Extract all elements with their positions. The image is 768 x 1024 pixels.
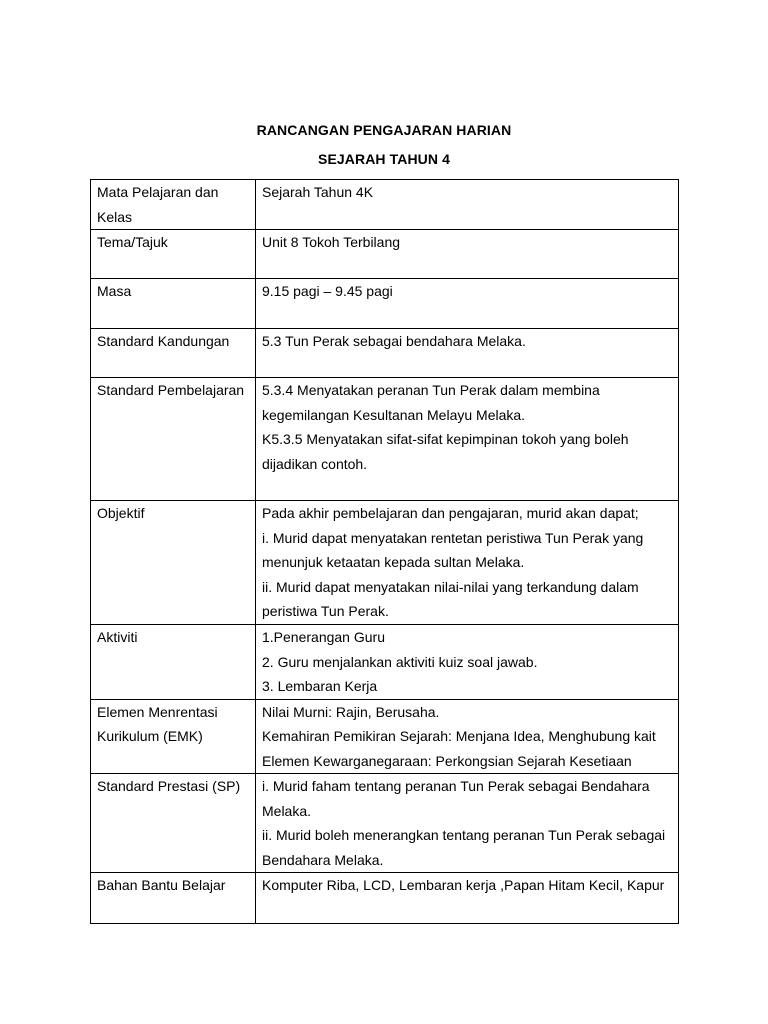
row-content-aktiviti: 1.Penerangan Guru 2. Guru menjalankan aktiviti kuiz soal jawab. 3. Lembaran Kerja bbox=[256, 625, 679, 700]
row-content-standard-kandungan: 5.3 Tun Perak sebagai bendahara Melaka. bbox=[256, 329, 679, 378]
row-content-mata-pelajaran: Sejarah Tahun 4K bbox=[256, 180, 679, 230]
table-row bbox=[91, 180, 679, 230]
row-label-emk: Elemen Menrentasi Kurikulum (EMK) bbox=[91, 699, 256, 774]
row-content-emk: Nilai Murni: Rajin, Berusaha. Kemahiran Pemikiran Sejarah: Menjana Idea, Menghubung kait Elemen Kewarganegaraan: Perkongsian Sejarah Kesetiaan bbox=[256, 699, 679, 774]
row-label-tema: Tema/Tajuk bbox=[91, 230, 256, 279]
table-row bbox=[91, 699, 679, 774]
row-label-aktiviti: Aktiviti bbox=[91, 625, 256, 700]
document-title: RANCANGAN PENGAJARAN HARIAN bbox=[256, 122, 512, 138]
table-row bbox=[91, 625, 679, 700]
row-content-standard-prestasi: i. Murid faham tentang peranan Tun Perak sebagai Bendahara Melaka. ii. Murid boleh menerangkan tentang peranan Tun Perak sebagai Bendahara Melaka. bbox=[256, 774, 679, 873]
table-row bbox=[91, 378, 679, 501]
lesson-plan-table bbox=[90, 179, 679, 924]
row-label-bahan-bantu: Bahan Bantu Belajar bbox=[91, 873, 256, 924]
row-label-objektif: Objektif bbox=[91, 501, 256, 625]
document-subtitle: SEJARAH TAHUN 4 bbox=[318, 151, 450, 167]
table-row bbox=[91, 329, 679, 378]
table-row bbox=[91, 279, 679, 329]
row-label-masa: Masa bbox=[91, 279, 256, 329]
row-content-masa: 9.15 pagi – 9.45 pagi bbox=[256, 279, 679, 329]
row-label-mata-pelajaran: Mata Pelajaran dan Kelas bbox=[91, 180, 256, 230]
table-row bbox=[91, 230, 679, 279]
table-row bbox=[91, 774, 679, 873]
table-row bbox=[91, 501, 679, 625]
row-content-bahan-bantu: Komputer Riba, LCD, Lembaran kerja ,Papan Hitam Kecil, Kapur bbox=[256, 873, 679, 924]
row-label-standard-pembelajaran: Standard Pembelajaran bbox=[91, 378, 256, 501]
row-content-standard-pembelajaran: 5.3.4 Menyatakan peranan Tun Perak dalam membina kegemilangan Kesultanan Melayu Melaka. K5.3.5 Menyatakan sifat-sifat kepimpinan tokoh yang boleh dijadikan contoh. bbox=[256, 378, 679, 501]
row-content-objektif: Pada akhir pembelajaran dan pengajaran, murid akan dapat; i. Murid dapat menyatakan rentetan peristiwa Tun Perak yang menunjuk ketaatan kepada sultan Melaka. ii. Murid dapat menyatakan nilai-nilai yang terkandung dalam peristiwa Tun Perak. bbox=[256, 501, 679, 625]
table-row bbox=[91, 873, 679, 924]
row-label-standard-kandungan: Standard Kandungan bbox=[91, 329, 256, 378]
row-content-tema: Unit 8 Tokoh Terbilang bbox=[256, 230, 679, 279]
row-label-standard-prestasi: Standard Prestasi (SP) bbox=[91, 774, 256, 873]
